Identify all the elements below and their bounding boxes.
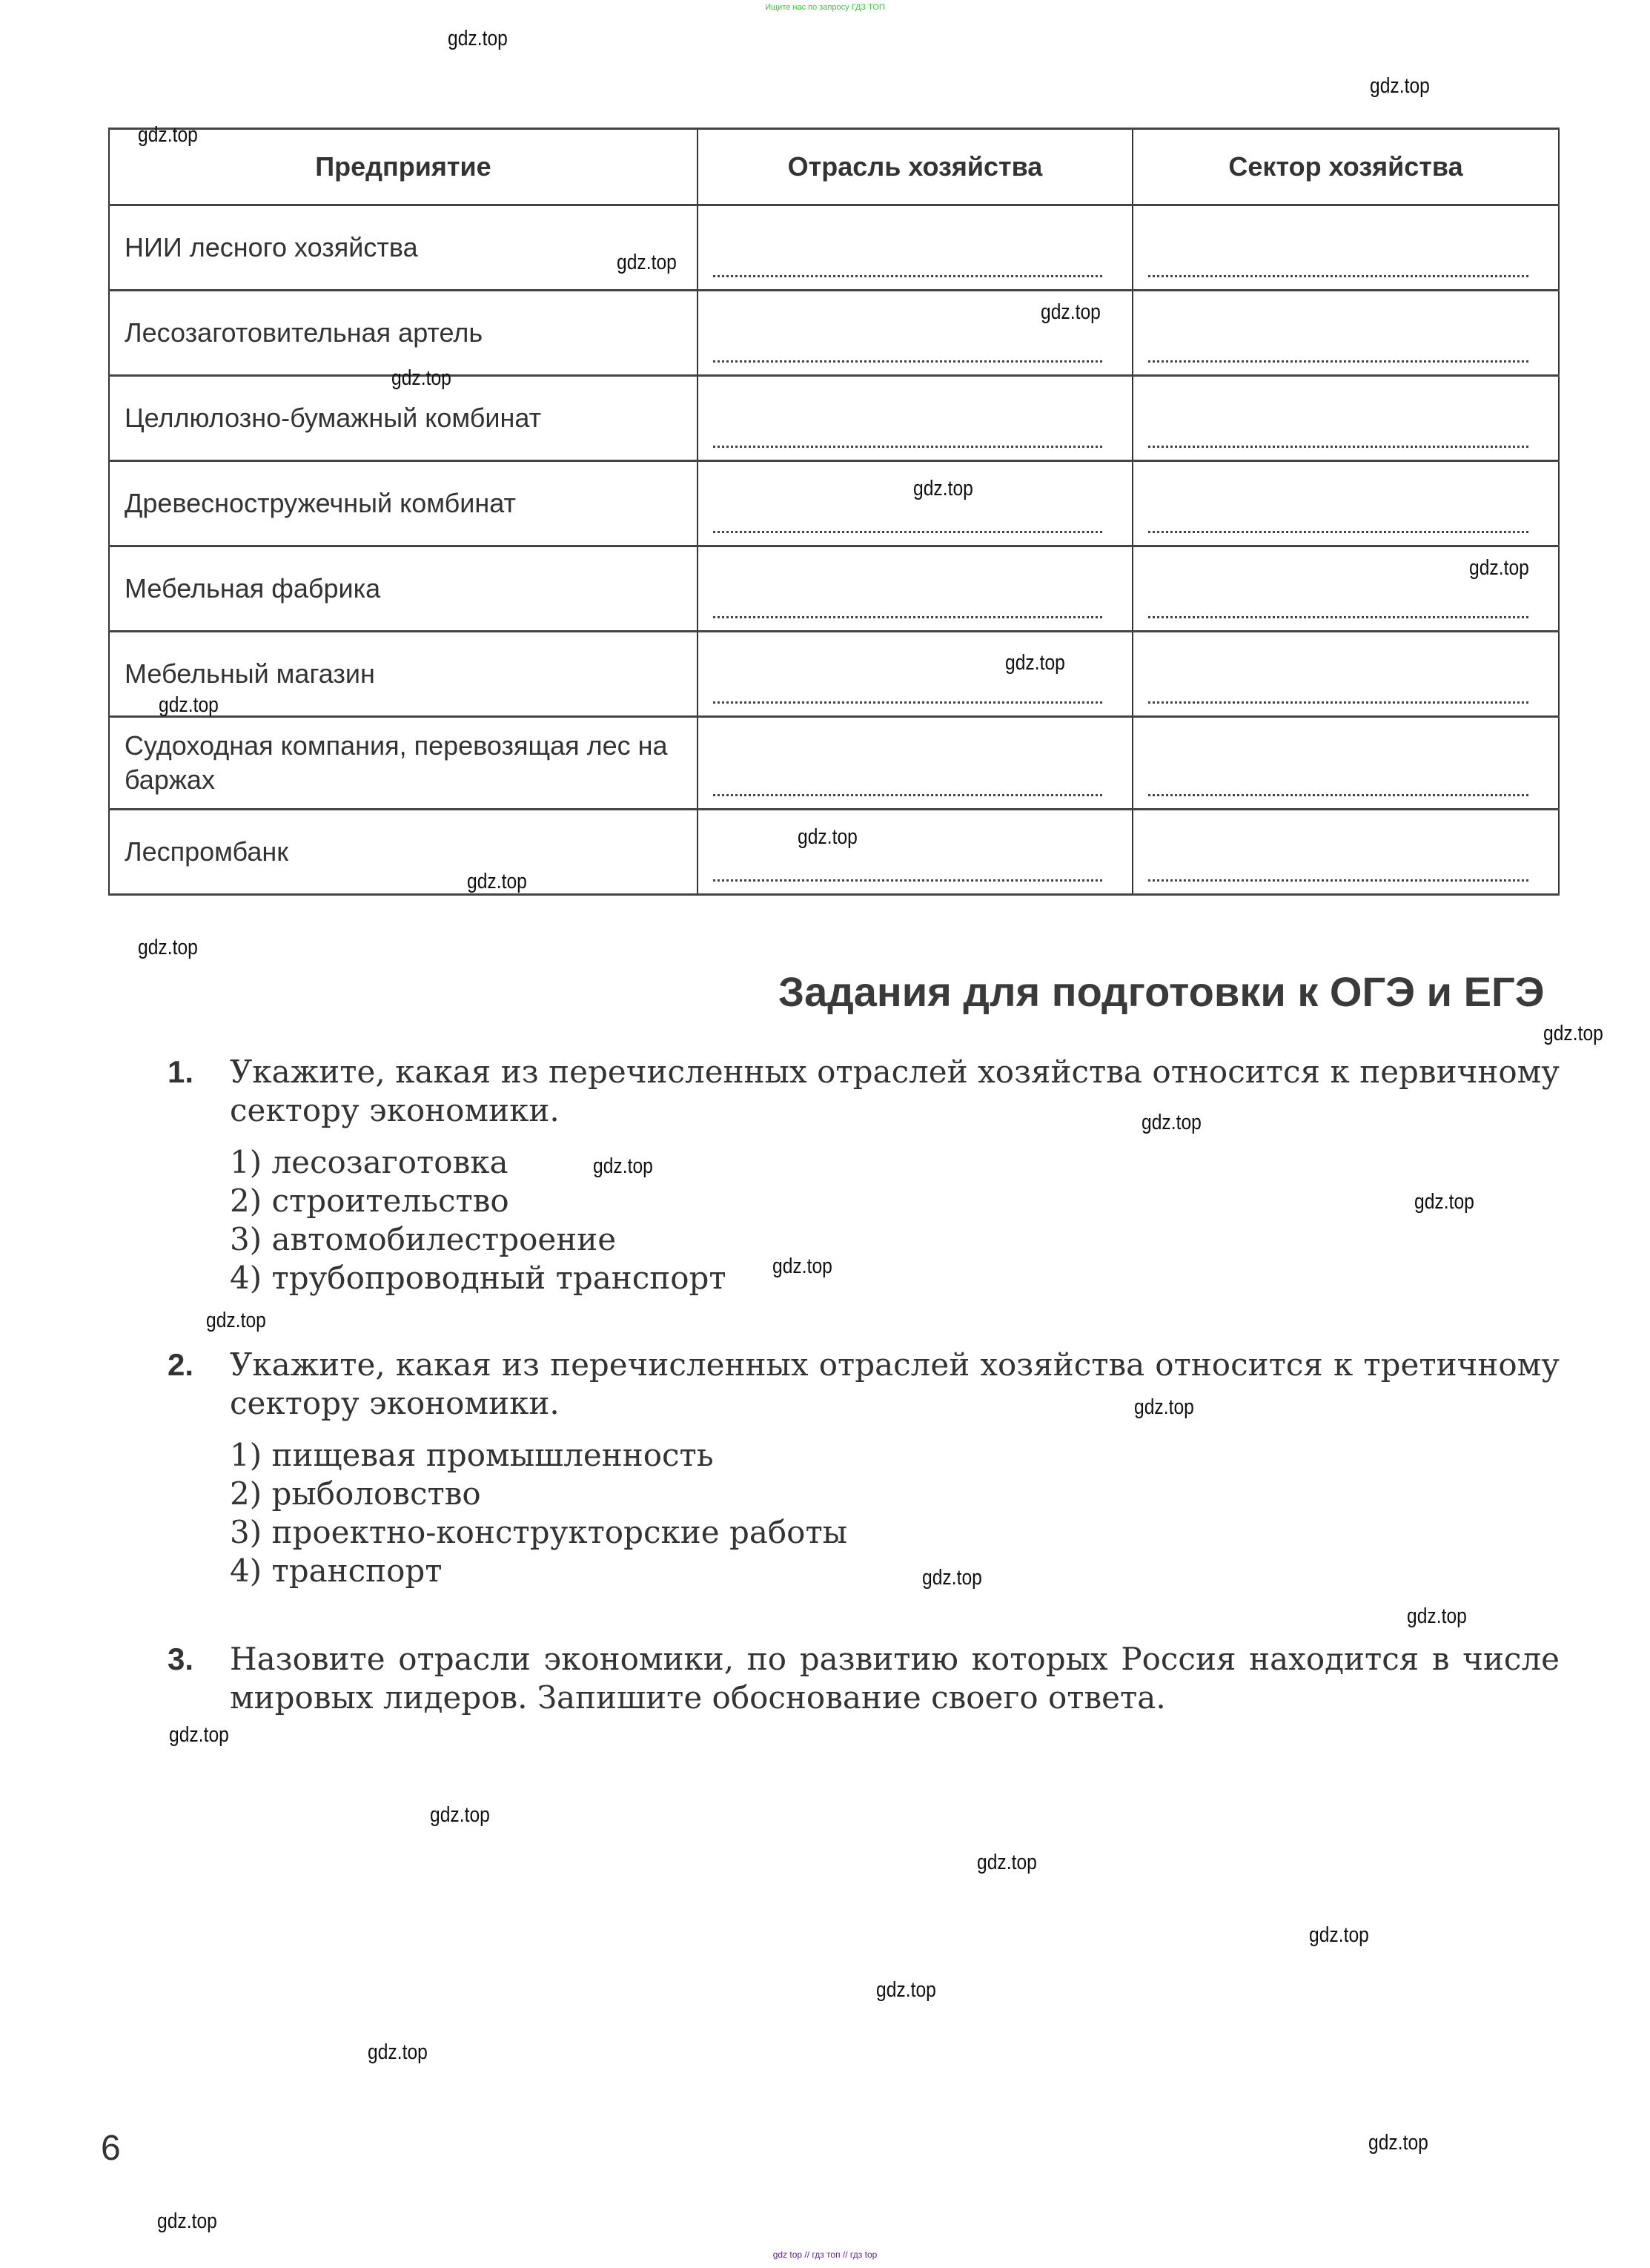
industry-answer-field[interactable] — [698, 810, 1133, 895]
answer-option[interactable]: 1) лесозаготовка — [230, 1144, 508, 1180]
industry-answer-field[interactable] — [698, 717, 1133, 810]
watermark: gdz.top — [138, 936, 198, 959]
question-3 — [168, 1640, 1560, 1717]
sector-answer-field[interactable] — [1133, 810, 1559, 895]
answer-option[interactable]: 4) транспорт — [230, 1553, 443, 1589]
answer-option[interactable]: 2) рыболовство — [230, 1475, 481, 1512]
question-text: Укажите, какая из перечисленных отраслей хозяйства относится к первичному сектору экономики. — [230, 1054, 1560, 1128]
sector-answer-field[interactable] — [1133, 461, 1559, 546]
watermark: gdz.top — [1407, 1604, 1467, 1628]
section-title: Задания для подготовки к ОГЭ и ЕГЭ — [778, 968, 1545, 1015]
watermark: gdz.top — [1469, 556, 1529, 580]
watermark: gdz.top — [593, 1154, 653, 1178]
dotted-line — [1148, 794, 1528, 796]
answer-options — [230, 1143, 1560, 1297]
enterprise-name: Мебельный магазин — [109, 632, 698, 717]
enterprise-name: НИИ лесного хозяйства — [109, 205, 698, 291]
dotted-line — [1148, 275, 1528, 277]
header-enterprise: Предприятие — [109, 129, 698, 205]
industry-answer-field[interactable] — [698, 632, 1133, 717]
watermark: gdz.top — [430, 1803, 490, 1827]
watermark: gdz.top — [391, 366, 451, 390]
watermark: gdz.top — [448, 27, 508, 50]
question-number: 1. — [168, 1054, 194, 1089]
industry-answer-field[interactable] — [698, 461, 1133, 546]
sector-answer-field[interactable] — [1133, 717, 1559, 810]
industry-answer-field[interactable] — [698, 205, 1133, 291]
enterprise-name: Судоходная компания, перевозящая лес на баржах — [109, 717, 698, 810]
sector-answer-field[interactable] — [1133, 376, 1559, 461]
watermark: gdz.top — [876, 1978, 936, 2002]
watermark: gdz.top — [1134, 1395, 1194, 1419]
header-sector: Сектор хозяйства — [1133, 129, 1559, 205]
watermark: gdz.top — [913, 477, 973, 500]
bottom-banner: gdz top // гдз топ // гдз top — [772, 2249, 878, 2260]
enterprise-name: Лесозаготовительная артель — [109, 291, 698, 376]
watermark: gdz.top — [1041, 300, 1101, 324]
dotted-line — [713, 879, 1102, 882]
enterprise-name: Леспромбанк — [109, 810, 698, 895]
watermark: gdz.top — [798, 825, 858, 849]
table-row — [109, 632, 1559, 717]
dotted-line — [713, 701, 1102, 704]
watermark: gdz.top — [977, 1851, 1037, 1874]
dotted-line — [713, 446, 1102, 448]
table-row — [109, 546, 1559, 632]
watermark: gdz.top — [617, 251, 677, 274]
dotted-line — [713, 360, 1102, 363]
watermark: gdz.top — [206, 1309, 266, 1332]
watermark: gdz.top — [1005, 651, 1065, 675]
watermark: gdz.top — [169, 1723, 229, 1747]
industry-answer-field[interactable] — [698, 376, 1133, 461]
dotted-line — [713, 794, 1102, 796]
question-2 — [168, 1346, 1560, 1590]
answer-option[interactable]: 1) пищевая промышленность — [230, 1437, 714, 1473]
watermark: gdz.top — [772, 1254, 832, 1278]
dotted-line — [713, 531, 1102, 533]
page-number: 6 — [101, 2129, 121, 2168]
watermark: gdz.top — [922, 1566, 982, 1590]
watermark: gdz.top — [1414, 1190, 1474, 1214]
table-row — [109, 810, 1559, 895]
industry-answer-field[interactable] — [698, 546, 1133, 632]
dotted-line — [1148, 446, 1528, 448]
table-row — [109, 461, 1559, 546]
watermark: gdz.top — [1543, 1022, 1603, 1045]
table-row — [109, 291, 1559, 376]
sector-answer-field[interactable] — [1133, 205, 1559, 291]
answer-option[interactable]: 4) трубопроводный транспорт — [230, 1260, 726, 1296]
enterprise-table — [108, 128, 1560, 896]
question-number: 3. — [168, 1642, 194, 1676]
table-row — [109, 717, 1559, 810]
question-text: Назовите отрасли экономики, по развитию которых Россия находится в числе мировых лидеров. Запишите обоснование своего ответа. — [230, 1641, 1560, 1716]
sector-answer-field[interactable] — [1133, 632, 1559, 717]
watermark: gdz.top — [159, 693, 219, 717]
enterprise-name: Древесностружечный комбинат — [109, 461, 698, 546]
dotted-line — [1148, 360, 1528, 363]
top-banner: Ищите нас по запросу ГДЗ ТОП — [765, 3, 885, 12]
question-1 — [168, 1053, 1560, 1297]
watermark: gdz.top — [1370, 74, 1430, 98]
enterprise-name: Целлюлозно-бумажный комбинат — [109, 376, 698, 461]
watermark: gdz.top — [138, 123, 198, 147]
dotted-line — [1148, 616, 1528, 618]
watermark: gdz.top — [1142, 1111, 1202, 1134]
dotted-line — [1148, 701, 1528, 704]
dotted-line — [713, 616, 1102, 618]
dotted-line — [713, 275, 1102, 277]
watermark: gdz.top — [467, 870, 527, 893]
sector-answer-field[interactable] — [1133, 291, 1559, 376]
watermark: gdz.top — [1368, 2131, 1428, 2155]
question-text: Укажите, какая из перечисленных отраслей хозяйства относится к третичному сектору экономики. — [230, 1346, 1560, 1421]
answer-option[interactable]: 3) проектно-конструкторские работы — [230, 1514, 848, 1550]
watermark: gdz.top — [368, 2040, 428, 2064]
enterprise-name: Мебельная фабрика — [109, 546, 698, 632]
header-industry: Отрасль хозяйства — [698, 129, 1133, 205]
question-number: 2. — [168, 1347, 194, 1382]
watermark: gdz.top — [157, 2209, 217, 2233]
answer-options — [230, 1436, 1560, 1590]
answer-option[interactable]: 3) автомобилестроение — [230, 1221, 617, 1257]
answer-option[interactable]: 2) строительство — [230, 1183, 509, 1219]
watermark: gdz.top — [1309, 1923, 1369, 1947]
dotted-line — [1148, 531, 1528, 533]
dotted-line — [1148, 879, 1528, 882]
table-header-row — [109, 129, 1559, 205]
table-row — [109, 376, 1559, 461]
table-row — [109, 205, 1559, 291]
